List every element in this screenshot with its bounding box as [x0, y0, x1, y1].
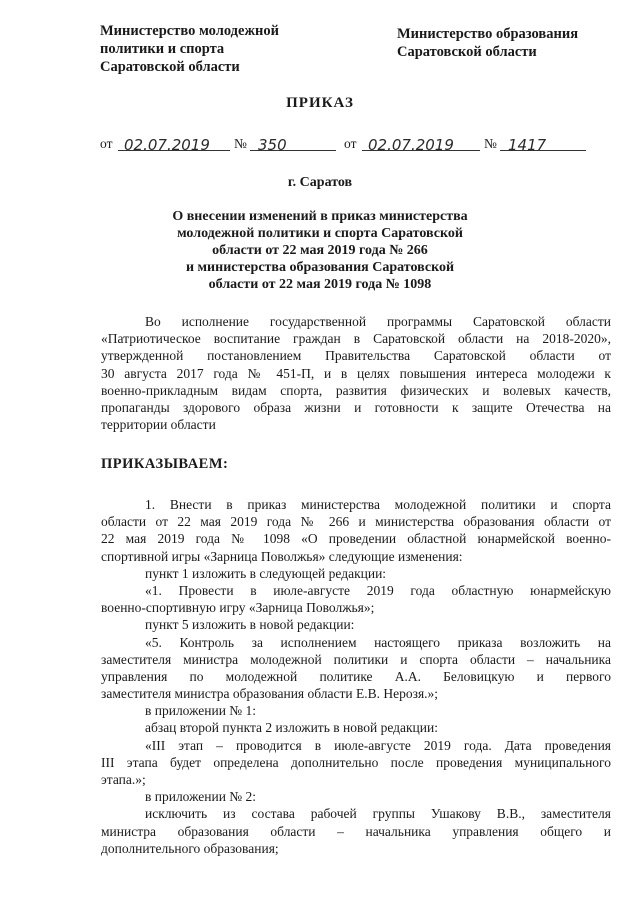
body-line: дополнительного образования;	[101, 840, 279, 856]
issuer-left	[100, 22, 279, 76]
issuer-left-line: политики и спорта	[100, 41, 225, 57]
body-line: заместителя министра молодежной политики и спорта области – начальника	[101, 651, 611, 667]
issuer-left-line: Министерство молодежной	[100, 23, 279, 39]
city: г. Саратов	[287, 175, 353, 190]
preamble-line: «Патриотическое воспитание граждан в Саратовской области на 2018-2020»,	[101, 331, 611, 347]
issuer-right-line: Министерство образования	[397, 26, 579, 42]
issuer-left-line: Саратовской области	[100, 59, 240, 75]
body-line: пункт 5 изложить в новой редакции:	[145, 617, 355, 633]
preamble-line: утвержденной постановлением Правительства Саратовской области от	[101, 348, 611, 364]
label-from-1: от	[100, 136, 113, 151]
body-line: «1. Провести в июле-августе 2019 года областную юнармейскую	[145, 582, 611, 598]
order-heading: ПРИКАЗЫВАЕМ:	[101, 456, 229, 472]
body-line: 22 мая 2019 года № 1098 «О проведении областной юнармейской военно-	[101, 531, 611, 547]
preamble-line: военно-прикладным видам спорта, развития физических и волевых качеств,	[101, 382, 611, 398]
body-line: абзац второй пункта 2 изложить в новой редакции:	[145, 720, 438, 736]
label-number-2: №	[484, 136, 497, 151]
body-line: «5. Контроль за исполнением настоящего приказа возложить на	[145, 634, 611, 650]
subject-line: области от 22 мая 2019 года № 1098	[208, 277, 432, 292]
handwritten-date-1: 02.07.2019	[124, 136, 210, 154]
label-number-1: №	[234, 136, 247, 151]
handwritten-date-2: 02.07.2019	[368, 136, 454, 154]
preamble	[101, 313, 611, 433]
issuer-right	[397, 25, 578, 61]
preamble-line: 30 августа 2017 года № 451-П, и в целях повышения интереса молодежи к	[101, 365, 611, 381]
body-line: спортивной игры «Зарница Поволжья» следующие изменения:	[101, 548, 463, 564]
body-line: 1. Внести в приказ министерства молодежной политики и спорта	[145, 497, 611, 512]
subject-line: и министерства образования Саратовской	[185, 260, 455, 275]
label-from-2: от	[344, 136, 357, 151]
body-line: управления по молодежной политике А.А. Беловицкую и первого	[101, 668, 611, 684]
body-line: военно-спортивную игру «Зарница Поволжья»;	[101, 600, 375, 616]
handwritten-number-1: 350	[258, 136, 287, 154]
subject-line: О внесении изменений в приказ министерства	[172, 209, 468, 224]
registration-line	[100, 132, 600, 156]
issuer-right-line: Саратовской области	[397, 44, 537, 60]
handwritten-number-2: 1417	[508, 136, 547, 154]
body-line: министра образования области – начальника управления общего и	[101, 823, 611, 839]
body-line: исключить из состава рабочей группы Ушакову В.В., заместителя	[145, 806, 611, 822]
subject-heading	[0, 208, 640, 293]
order-body	[101, 496, 611, 857]
body-line: этапа.»;	[101, 772, 146, 787]
subject-line: молодежной политики и спорта Саратовской	[177, 226, 463, 241]
body-line: «III этап – проводится в июле-августе 2019 года. Дата проведения	[145, 737, 611, 753]
body-line: в приложении № 1:	[145, 703, 257, 719]
preamble-line: территории области	[101, 417, 216, 433]
subject-line: области от 22 мая 2019 года № 266	[212, 243, 428, 258]
body-line: заместителя министра образования области Е.В. Нерозя.»;	[101, 686, 439, 702]
document-title: ПРИКАЗ	[286, 95, 354, 111]
body-line: области от 22 мая 2019 года № 266 и министерства образования области от	[101, 514, 611, 530]
body-line: пункт 1 изложить в следующей редакции:	[145, 565, 387, 581]
body-line: в приложении № 2:	[145, 789, 257, 805]
body-line: III этапа будет определена дополнительно после проведения муниципального	[101, 754, 611, 770]
preamble-line: Во исполнение государственной программы Саратовской области	[145, 314, 611, 329]
preamble-line: пропаганды здорового образа жизни и готовности к защите Отечества на	[101, 399, 611, 415]
